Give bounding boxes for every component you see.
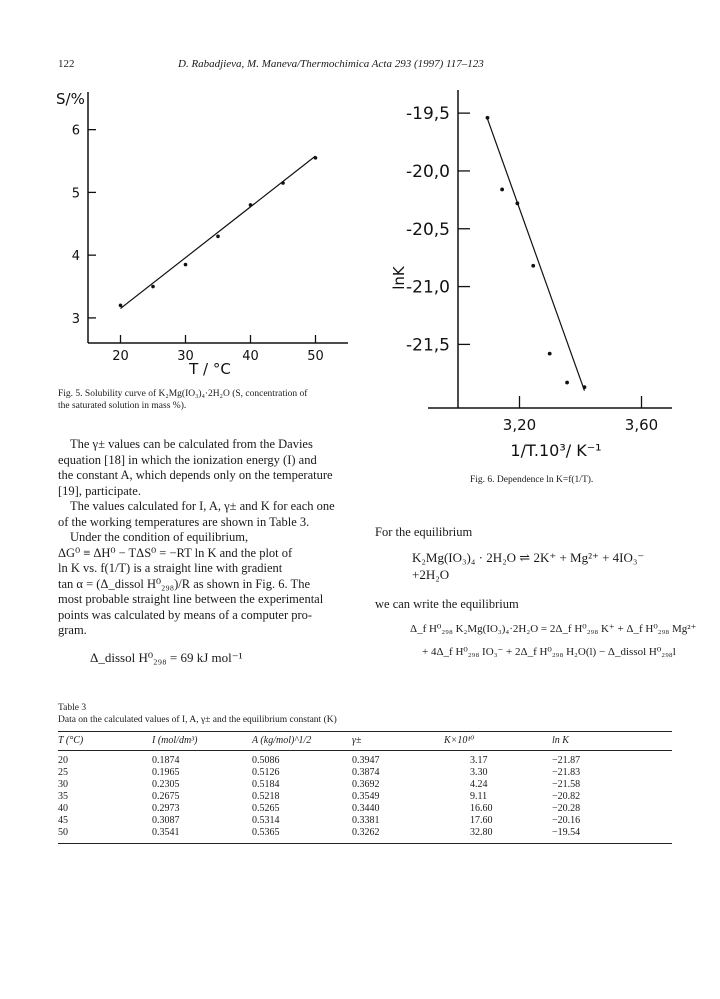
para1-line4: [19], participate. bbox=[58, 483, 141, 498]
table-cell: 20 bbox=[58, 755, 68, 766]
table-cell: 40 bbox=[58, 803, 68, 814]
fig6-data-point bbox=[531, 264, 535, 268]
fig5-caption-line2: the saturated solution in mass %). bbox=[58, 401, 187, 411]
table-cell: 0.3087 bbox=[152, 815, 180, 826]
table-cell: 25 bbox=[58, 767, 68, 778]
table3-col-i: I (mol/dm³) bbox=[152, 732, 252, 751]
fig5-ytick-label: 3 bbox=[71, 311, 80, 327]
fig6-data-point bbox=[565, 381, 569, 385]
table-cell: 30 bbox=[58, 779, 68, 790]
table-cell: 0.3874 bbox=[352, 767, 380, 778]
table-cell: 0.5218 bbox=[252, 791, 280, 802]
table3-caption: Data on the calculated values of I, A, γ± and the equilibrium constant (K) bbox=[58, 715, 337, 725]
table-cell: 9.11 bbox=[470, 791, 488, 802]
table-row bbox=[58, 779, 672, 791]
fig5-data-point bbox=[249, 203, 253, 207]
table-row bbox=[58, 791, 672, 803]
right-for-equilibrium: For the equilibrium bbox=[375, 525, 473, 539]
fig5-xtick-label: 30 bbox=[177, 349, 194, 364]
table-cell: 0.5265 bbox=[252, 803, 280, 814]
para3-line1: Under the condition of equilibrium, bbox=[70, 530, 249, 544]
fig5-caption-line1: Fig. 5. Solubility curve of K₂Mg(IO₃)₄·2H₂O (S, concentration of bbox=[58, 389, 308, 399]
para3-line4: tan α = (Δ_dissol H⁰₂₉₈)/R as shown in Fig. 6. The bbox=[58, 576, 310, 591]
table-cell: 0.3381 bbox=[352, 815, 380, 826]
fig5-ylabel: S/% bbox=[56, 90, 85, 108]
enthalpy-equation-line1: Δ_f H⁰₂₉₈ K₂Mg(IO₃)₄·2H₂O = 2Δ_f H⁰₂₉₈ K⁺ + Δ_f H⁰₂₉₈ Mg²⁺ bbox=[410, 623, 697, 635]
fig6-xlabel: 1/T.10³/ K⁻¹ bbox=[510, 441, 602, 460]
table-cell: −20.28 bbox=[552, 803, 581, 814]
fig5-xtick-label: 50 bbox=[307, 349, 324, 364]
para1-line3: the constant A, which depends only on the temperature bbox=[58, 468, 333, 482]
table3-col-t: T (°C) bbox=[58, 732, 152, 751]
para3-line5: most probable straight line between the experimental bbox=[58, 592, 324, 606]
table-cell: 0.5314 bbox=[252, 815, 280, 826]
table-cell: 0.1965 bbox=[152, 767, 180, 778]
table-cell: 0.5086 bbox=[252, 755, 280, 766]
right-we-can-write: we can write the equilibrium bbox=[375, 597, 519, 611]
fig5-ytick-label: 5 bbox=[71, 186, 80, 202]
table-cell: 0.5184 bbox=[252, 779, 280, 790]
para3-line7: gram. bbox=[58, 623, 87, 637]
fig5-ytick-label: 4 bbox=[71, 249, 80, 265]
fig6-ytick-label: -20,5 bbox=[406, 219, 450, 240]
table-cell: −21.58 bbox=[552, 779, 581, 790]
table3-title: Table 3 bbox=[58, 703, 87, 713]
table-cell: 3.17 bbox=[470, 755, 488, 766]
para1-line1: The γ± values can be calculated from the Davies bbox=[70, 437, 313, 451]
fig5-data-point bbox=[314, 156, 318, 160]
table-cell: 0.2305 bbox=[152, 779, 180, 790]
table-cell: 4.24 bbox=[470, 779, 488, 790]
table-cell: 3.30 bbox=[470, 767, 488, 778]
table-cell: −19.54 bbox=[552, 827, 672, 844]
table-row bbox=[58, 827, 672, 844]
table-cell: 0.1874 bbox=[152, 755, 180, 766]
reaction-line1: K₂Mg(IO₃)₄ · 2H₂O ⇌ 2K⁺ + Mg²⁺ + 4IO₃⁻ bbox=[412, 550, 645, 565]
reaction-line2: +2H₂O bbox=[412, 567, 450, 582]
fig5-fit-line bbox=[121, 156, 316, 308]
table-cell: 32.80 bbox=[444, 827, 552, 844]
fig5-xlabel: T / °C bbox=[189, 360, 231, 378]
page-number: 122 bbox=[58, 58, 75, 70]
fig6-data-point bbox=[548, 352, 552, 356]
para3-line6: points was calculated by means of a computer pro- bbox=[58, 607, 313, 622]
table-cell: 45 bbox=[58, 815, 68, 826]
para3-line2: ΔG⁰ ≡ ΔH⁰ − TΔS⁰ = −RT ln K and the plot of bbox=[58, 545, 293, 560]
table3-col-gamma: γ± bbox=[352, 732, 444, 751]
table-cell: 0.3262 bbox=[352, 827, 444, 844]
fig6-xtick-label: 3,60 bbox=[624, 416, 659, 434]
table3-col-a: A (kg/mol)^1/2 bbox=[252, 732, 352, 751]
fig6-xtick-label: 3,20 bbox=[502, 416, 537, 434]
table-cell: 0.3541 bbox=[152, 827, 252, 844]
table3 bbox=[58, 731, 672, 844]
fig5-data-point bbox=[216, 235, 220, 239]
table-cell: 0.3440 bbox=[352, 803, 380, 814]
table-cell: 50 bbox=[58, 827, 152, 844]
fig5-ytick-label: 6 bbox=[71, 123, 80, 139]
equation-dissolution-enthalpy: Δ_dissol H⁰₂₉₈ = 69 kJ mol⁻¹ bbox=[90, 650, 243, 665]
table-cell: 0.3692 bbox=[352, 779, 380, 790]
table3-col-k: K×10¹⁰ bbox=[444, 732, 552, 751]
fig5-data-point bbox=[281, 181, 285, 185]
fig5-data-point bbox=[184, 263, 188, 267]
fig6-caption: Fig. 6. Dependence ln K=f(1/T). bbox=[470, 475, 594, 485]
para2-line1: The values calculated for I, A, γ± and K for each one bbox=[70, 499, 335, 513]
fig5-data-point bbox=[151, 285, 155, 289]
fig6-data-point bbox=[583, 385, 587, 389]
table-cell: 16.60 bbox=[470, 803, 493, 814]
table-row bbox=[58, 767, 672, 779]
table-cell: 0.3549 bbox=[352, 791, 380, 802]
table-row bbox=[58, 803, 672, 815]
fig6-fit-line bbox=[487, 119, 584, 391]
table-cell: −20.16 bbox=[552, 815, 581, 826]
table-row bbox=[58, 815, 672, 827]
table-cell: −21.83 bbox=[552, 767, 581, 778]
table3-col-lnk: ln K bbox=[552, 732, 672, 751]
fig5-data-point bbox=[119, 304, 123, 308]
fig6-ylabel: lnK bbox=[390, 266, 408, 290]
fig6-ytick-label: -19,5 bbox=[406, 104, 450, 125]
enthalpy-equation-line2: + 4Δ_f H⁰₂₉₈ IO₃⁻ + 2Δ_f H⁰₂₉₈ H₂O(l) − Δ_dissol H⁰₂₉₈l bbox=[422, 646, 676, 658]
table-cell: 0.5126 bbox=[252, 767, 280, 778]
para3-line3: ln K vs. f(1/T) is a straight line with gradient bbox=[58, 561, 283, 575]
table-cell: 0.2973 bbox=[152, 803, 180, 814]
table-cell: 0.5365 bbox=[252, 827, 352, 844]
para1-line2: equation [18] in which the ionization energy (I) and bbox=[58, 452, 317, 467]
fig5-xtick-label: 40 bbox=[242, 349, 259, 364]
table-cell: 0.2675 bbox=[152, 791, 180, 802]
table-cell: 0.3947 bbox=[352, 755, 380, 766]
figure-5-solubility-chart bbox=[50, 80, 360, 378]
fig6-data-point bbox=[486, 116, 490, 120]
table-row bbox=[58, 751, 672, 768]
para2-line2: of the working temperatures are shown in Table 3. bbox=[58, 514, 310, 529]
running-header: D. Rabadjieva, M. Maneva/Thermochimica Acta 293 (1997) 117–123 bbox=[178, 58, 484, 70]
fig6-data-point bbox=[500, 188, 504, 192]
fig6-ytick-label: -21,5 bbox=[406, 335, 450, 356]
fig5-xtick-label: 20 bbox=[112, 349, 129, 364]
table-cell: −20.82 bbox=[552, 791, 581, 802]
table-cell: −21.87 bbox=[552, 755, 581, 766]
fig6-ytick-label: -21,0 bbox=[406, 277, 450, 298]
fig6-ytick-label: -20,0 bbox=[406, 161, 450, 182]
table-cell: 35 bbox=[58, 791, 68, 802]
table3-header-row bbox=[58, 732, 672, 751]
figure-6-lnk-chart bbox=[390, 88, 680, 460]
fig6-data-point bbox=[515, 201, 519, 205]
table-cell: 17.60 bbox=[470, 815, 493, 826]
